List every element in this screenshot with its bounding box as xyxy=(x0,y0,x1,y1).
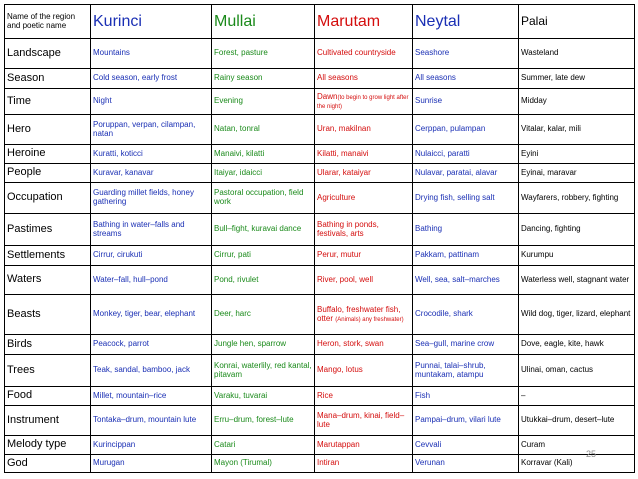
header-marutam: Marutam xyxy=(315,5,413,39)
cell-neytal: Cerppan, pulampan xyxy=(413,115,519,145)
cell-kurinci: Kuratti, koticci xyxy=(91,145,212,164)
cell-mullai: Catari xyxy=(212,436,315,455)
cell-kurinci: Millet, mountain–rice xyxy=(91,387,212,406)
cell-kurinci: Monkey, tiger, bear, elephant xyxy=(91,295,212,335)
cell-mullai: Pond, rivulet xyxy=(212,266,315,295)
header-region: Name of the region and poetic name xyxy=(5,5,91,39)
row-label: Instrument xyxy=(5,406,91,436)
cell-neytal: Well, sea, salt–marches xyxy=(413,266,519,295)
cell-mullai: Cirrur, pati xyxy=(212,246,315,266)
dawn-label: Dawn xyxy=(317,91,338,101)
row-label: People xyxy=(5,164,91,183)
cell-kurinci: Tontaka–drum, mountain lute xyxy=(91,406,212,436)
cell-mullai: Natan, tonral xyxy=(212,115,315,145)
cell-palai: Curam xyxy=(519,436,635,455)
cell-mullai: Bull–fight, kuravai dance xyxy=(212,214,315,246)
cell-kurinci: Cold season, early frost xyxy=(91,69,212,89)
table-row xyxy=(5,246,635,266)
cell-neytal: Cevvali xyxy=(413,436,519,455)
cell-neytal: Punnai, talai–shrub, muntakam, atampu xyxy=(413,355,519,387)
table-row xyxy=(5,455,635,473)
cell-marutam: Cultivated countryside xyxy=(315,39,413,69)
cell-neytal: Verunan xyxy=(413,455,519,473)
cell-palai: Ulinai, oman, cactus xyxy=(519,355,635,387)
cell-kurinci: Kurincippan xyxy=(91,436,212,455)
cell-palai: Utukkai–drum, desert–lute xyxy=(519,406,635,436)
cell-palai: Eyini xyxy=(519,145,635,164)
row-label: Beasts xyxy=(5,295,91,335)
cell-mullai: Forest, pasture xyxy=(212,39,315,69)
table-row xyxy=(5,436,635,455)
cell-marutam: Bathing in ponds, festivals, arts xyxy=(315,214,413,246)
beasts-marutam-text: Buffalo, freshwater fish, otter xyxy=(317,304,401,323)
cell-neytal: Pakkam, pattinam xyxy=(413,246,519,266)
cell-mullai: Rainy season xyxy=(212,69,315,89)
table-row xyxy=(5,115,635,145)
cell-neytal: Nulaicci, paratti xyxy=(413,145,519,164)
cell-mullai: Erru–drum, forest–lute xyxy=(212,406,315,436)
dawn-note: (to begin to grow light after the night) xyxy=(317,94,409,110)
cell-neytal: Crocodile, shark xyxy=(413,295,519,335)
cell-marutam xyxy=(315,295,413,335)
cell-mullai: Itaiyar, idaicci xyxy=(212,164,315,183)
cell-palai: Korravar (Kali) xyxy=(519,455,635,473)
table-row xyxy=(5,387,635,406)
cell-palai: Eyinai, maravar xyxy=(519,164,635,183)
cell-mullai: Evening xyxy=(212,89,315,115)
cell-marutam xyxy=(315,89,413,115)
table-row xyxy=(5,69,635,89)
cell-palai: Summer, late dew xyxy=(519,69,635,89)
cell-mullai: Jungle hen, sparrow xyxy=(212,335,315,355)
cell-marutam: Heron, stork, swan xyxy=(315,335,413,355)
cell-kurinci: Mountains xyxy=(91,39,212,69)
table-row xyxy=(5,406,635,436)
cell-palai: Midday xyxy=(519,89,635,115)
table-row xyxy=(5,355,635,387)
row-label: Landscape xyxy=(5,39,91,69)
cell-neytal: Sea–gull, marine crow xyxy=(413,335,519,355)
freshwater-note: (Animals) any freshwater) xyxy=(335,316,404,323)
table-row xyxy=(5,295,635,335)
cell-palai: Dove, eagle, kite, hawk xyxy=(519,335,635,355)
table-row xyxy=(5,164,635,183)
cell-palai: Waterless well, stagnant water xyxy=(519,266,635,295)
cell-marutam: Uran, makilnan xyxy=(315,115,413,145)
cell-marutam: Ularar, kataiyar xyxy=(315,164,413,183)
cell-kurinci: Peacock, parrot xyxy=(91,335,212,355)
cell-kurinci: Bathing in water–falls and streams xyxy=(91,214,212,246)
cell-mullai: Varaku, tuvarai xyxy=(212,387,315,406)
cell-marutam: Mango, lotus xyxy=(315,355,413,387)
cell-marutam: Mana–drum, kinai, field–lute xyxy=(315,406,413,436)
header-palai: Palai xyxy=(519,5,635,39)
cell-marutam: Kilatti, manaivi xyxy=(315,145,413,164)
table-row xyxy=(5,214,635,246)
cell-palai: Kurumpu xyxy=(519,246,635,266)
cell-marutam: Perur, mutur xyxy=(315,246,413,266)
cell-marutam: Marutappan xyxy=(315,436,413,455)
cell-marutam: Intiran xyxy=(315,455,413,473)
table-row xyxy=(5,335,635,355)
row-label: Melody type xyxy=(5,436,91,455)
cell-mullai: Mayon (Tirumal) xyxy=(212,455,315,473)
cell-palai: Wasteland xyxy=(519,39,635,69)
cell-kurinci: Poruppan, verpan, cilampan, natan xyxy=(91,115,212,145)
cell-palai: – xyxy=(519,387,635,406)
cell-neytal: Fish xyxy=(413,387,519,406)
cell-neytal: Sunrise xyxy=(413,89,519,115)
table-header-row xyxy=(5,5,635,39)
row-label: Occupation xyxy=(5,183,91,214)
header-kurinci: Kurinci xyxy=(91,5,212,39)
cell-neytal: Pampai–drum, vilari lute xyxy=(413,406,519,436)
cell-marutam: Rice xyxy=(315,387,413,406)
cell-kurinci: Murugan xyxy=(91,455,212,473)
cell-kurinci: Kuravar, kanavar xyxy=(91,164,212,183)
cell-kurinci: Teak, sandal, bamboo, jack xyxy=(91,355,212,387)
row-label: Food xyxy=(5,387,91,406)
landscape-table xyxy=(4,4,635,473)
cell-palai: Wayfarers, robbery, fighting xyxy=(519,183,635,214)
cell-marutam: All seasons xyxy=(315,69,413,89)
row-label: Hero xyxy=(5,115,91,145)
table-row xyxy=(5,266,635,295)
cell-neytal: Seashore xyxy=(413,39,519,69)
cell-marutam: Agriculture xyxy=(315,183,413,214)
cell-mullai: Pastoral occupation, field work xyxy=(212,183,315,214)
table-row xyxy=(5,39,635,69)
cell-neytal: Drying fish, selling salt xyxy=(413,183,519,214)
page-number: 25 xyxy=(586,449,597,459)
row-label: Birds xyxy=(5,335,91,355)
row-label: Time xyxy=(5,89,91,115)
cell-palai: Dancing, fighting xyxy=(519,214,635,246)
row-label: Waters xyxy=(5,266,91,295)
row-label: Season xyxy=(5,69,91,89)
cell-kurinci: Water–fall, hull–pond xyxy=(91,266,212,295)
cell-neytal: Bathing xyxy=(413,214,519,246)
row-label: Settlements xyxy=(5,246,91,266)
table-row xyxy=(5,145,635,164)
row-label: Trees xyxy=(5,355,91,387)
cell-kurinci: Guarding millet fields, honey gathering xyxy=(91,183,212,214)
row-label: Heroine xyxy=(5,145,91,164)
header-neytal: Neytal xyxy=(413,5,519,39)
table-row xyxy=(5,183,635,214)
cell-palai: Wild dog, tiger, lizard, elephant xyxy=(519,295,635,335)
cell-kurinci: Night xyxy=(91,89,212,115)
cell-mullai: Konrai, waterlily, red kantal, pitavam xyxy=(212,355,315,387)
cell-palai: Vitalar, kalar, mili xyxy=(519,115,635,145)
table-row xyxy=(5,89,635,115)
cell-mullai: Deer, harc xyxy=(212,295,315,335)
cell-mullai: Manaivi, kilatti xyxy=(212,145,315,164)
cell-kurinci: Cirrur, cirukuti xyxy=(91,246,212,266)
row-label: God xyxy=(5,455,91,473)
row-label: Pastimes xyxy=(5,214,91,246)
cell-neytal: All seasons xyxy=(413,69,519,89)
header-mullai: Mullai xyxy=(212,5,315,39)
cell-neytal: Nulavar, paratai, alavar xyxy=(413,164,519,183)
cell-marutam: River, pool, well xyxy=(315,266,413,295)
